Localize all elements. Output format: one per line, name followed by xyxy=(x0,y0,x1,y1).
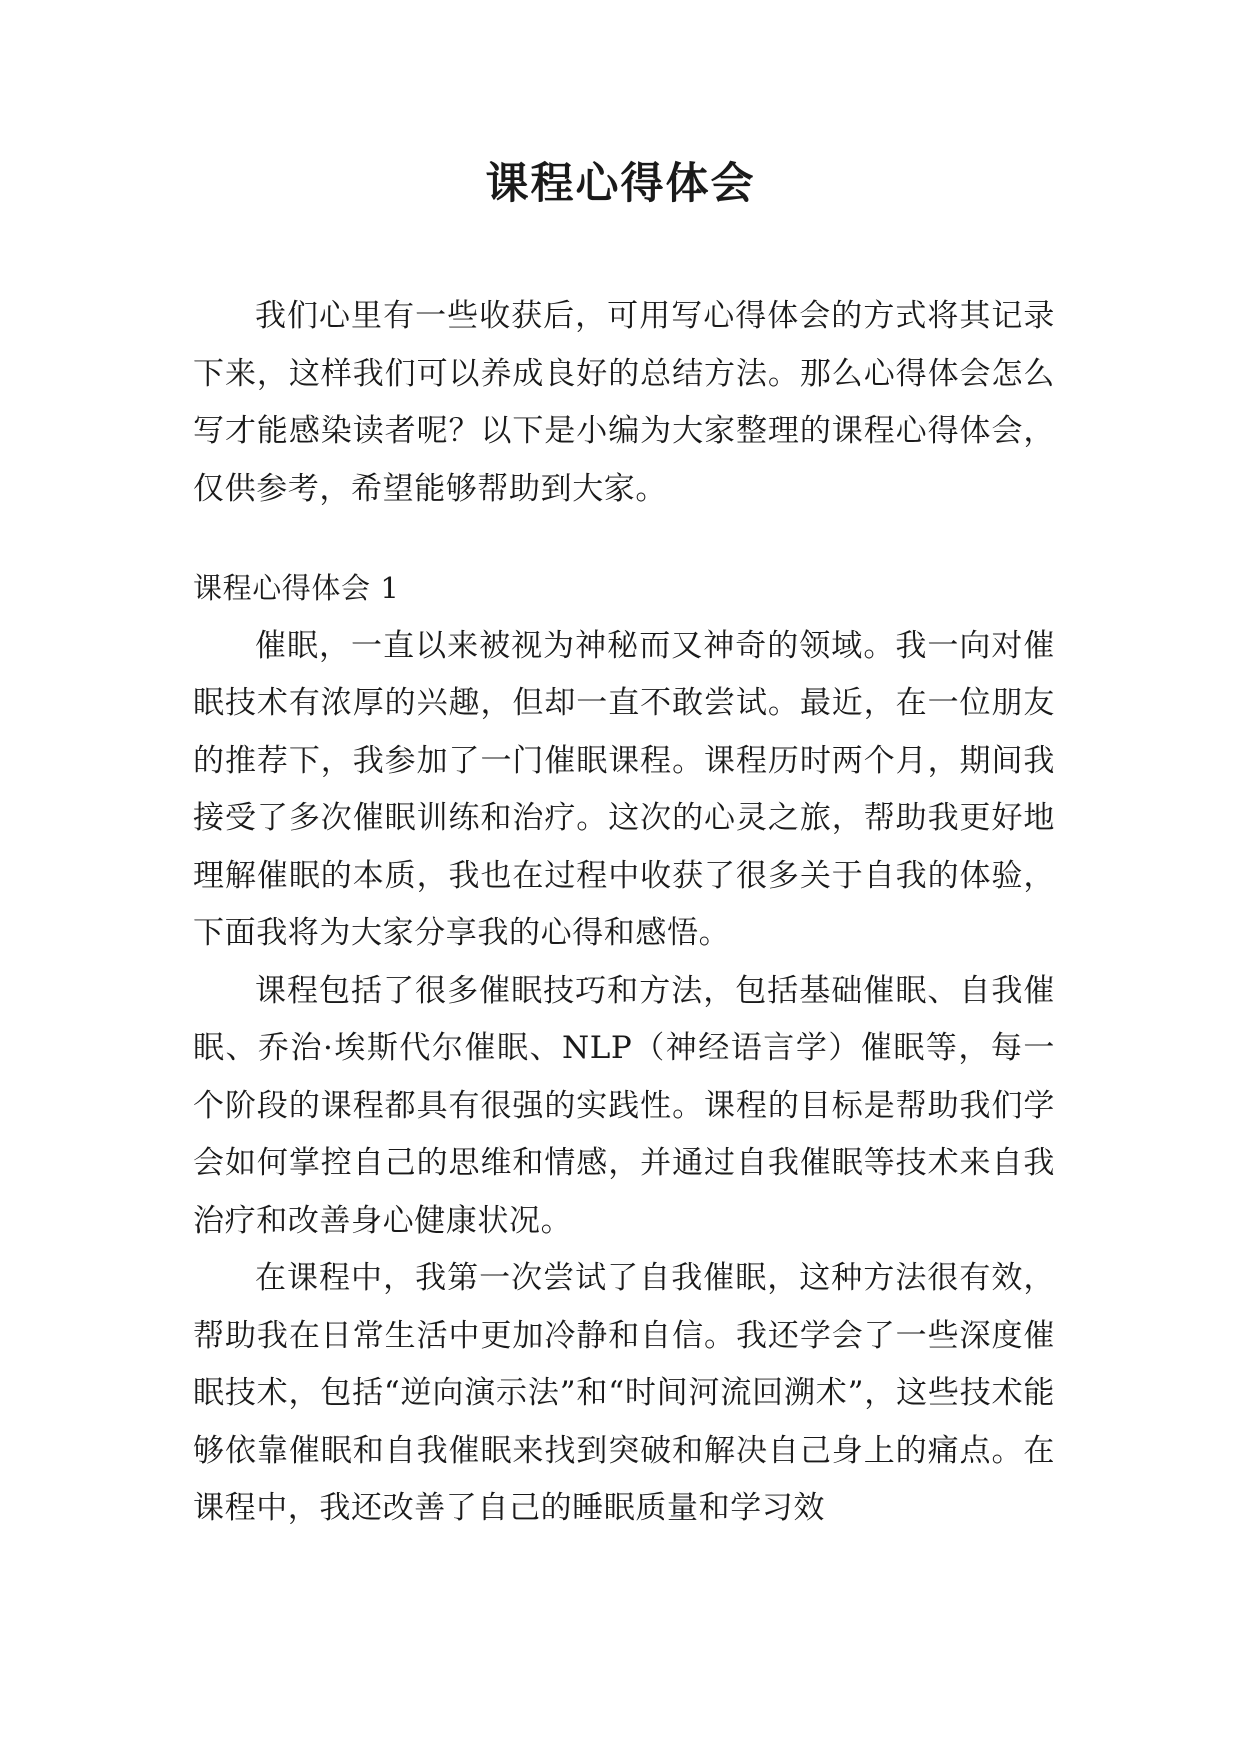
body-paragraph-2: 课程包括了很多催眠技巧和方法，包括基础催眠、自我催眠、乔治·埃斯代尔催眠、NLP（神经语言学）催眠等，每一个阶段的课程都具有很强的实践性。课程的目标是帮助我们学会如何掌控自己的思维和情感，并通过自我催眠等技术来自我治疗和改善身心健康状况。 xyxy=(193,972,1055,1239)
section-heading: 课程心得体会 1 xyxy=(193,571,400,605)
body-paragraph-3: 在课程中，我第一次尝试了自我催眠，这种方法很有效，帮助我在日常生活中更加冷静和自信。我还学会了一些深度催眠技术，包括“逆向演示法”和“时间河流回溯术”，这些技术能够依靠催眠和自我催眠来找到突破和解决自己身上的痛点。在课程中，我还改善了自己的睡眠质量和学习效 xyxy=(193,1260,1055,1526)
intro-paragraph: 我们心里有一些收获后，可用写心得体会的方式将其记录下来，这样我们可以养成良好的总结方法。那么心得体会怎么写才能感染读者呢？以下是小编为大家整理的课程心得体会，仅供参考，希望能够帮助到大家。 xyxy=(193,298,1055,507)
document-body xyxy=(193,288,1055,1538)
body-paragraph-1: 催眠，一直以来被视为神秘而又神奇的领域。我一向对催眠技术有浓厚的兴趣，但却一直不敢尝试。最近，在一位朋友的推荐下，我参加了一门催眠课程。课程历时两个月，期间我接受了多次催眠训练和治疗。这次的心灵之旅，帮助我更好地理解催眠的本质，我也在过程中收获了很多关于自我的体验，下面我将为大家分享我的心得和感悟。 xyxy=(193,627,1055,951)
document-title: 课程心得体会 xyxy=(485,159,756,209)
